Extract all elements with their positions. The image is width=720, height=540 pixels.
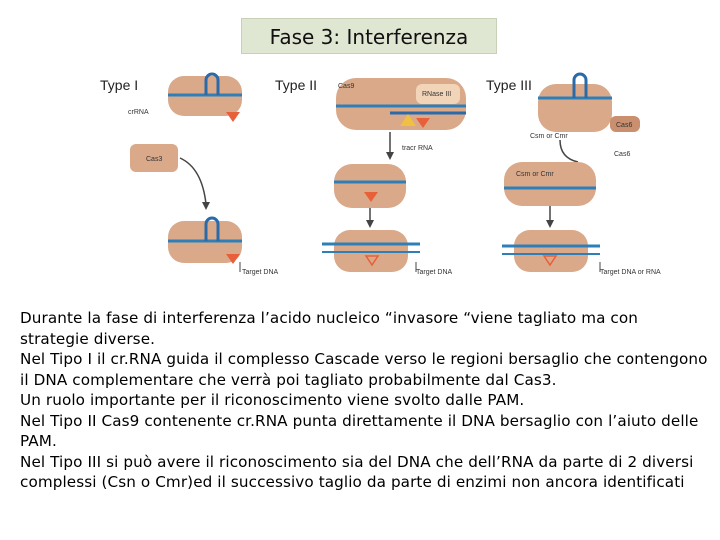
cas6-label: Cas6 xyxy=(616,122,633,129)
target-dna-label: Target DNA xyxy=(416,269,453,276)
cut-marker xyxy=(226,112,240,122)
cas9-crrna-complex-mid xyxy=(334,164,406,208)
arrow-head-icon xyxy=(386,152,394,160)
type-2-column xyxy=(322,78,466,276)
csm-cmr-complex-mid xyxy=(504,162,596,206)
rnase3-label: RNase III xyxy=(422,91,452,98)
text-line: Nel Tipo II Cas9 contenente cr.RNA punta direttamente il DNA bersaglio con l’aiuto delle PAM. xyxy=(20,411,699,450)
text-line: Durante la fase di interferenza l’acido nucleico “invasore “viene tagliato ma con strategie diverse. xyxy=(20,309,638,348)
description-text xyxy=(20,308,710,493)
csm-cmr-label: Csm or Cmr xyxy=(530,133,568,140)
arrow-icon xyxy=(180,158,206,204)
tracrrna-label: tracr RNA xyxy=(402,145,433,152)
arrow-head-icon xyxy=(546,220,554,228)
target-dna-rna-label: Target DNA or RNA xyxy=(600,269,661,276)
cas3-label: Cas3 xyxy=(146,156,163,163)
type-2-label: Type II xyxy=(275,77,318,93)
text-line: Un ruolo importante per il riconoscimento viene svolto dalle PAM. xyxy=(20,391,525,409)
arrow-head-icon xyxy=(202,202,210,210)
type-1-label: Type I xyxy=(100,77,139,93)
crispr-interference-diagram xyxy=(90,58,690,286)
cas9-label: Cas9 xyxy=(338,83,355,90)
text-line: Nel Tipo III si può avere il riconoscimento sia del DNA che dell’RNA da parte di 2 diversi complessi (Csn o Cmr)ed il successivo taglio da parte di enzimi non ancora identificati xyxy=(20,452,694,491)
crrna-label: crRNA xyxy=(128,109,149,116)
type-3-label: Type III xyxy=(486,77,532,93)
type-1-column xyxy=(128,74,279,276)
arrow-head-icon xyxy=(366,220,374,228)
arrow-icon xyxy=(560,140,578,162)
target-dna-label: Target DNA xyxy=(242,269,279,276)
type-3-column xyxy=(502,74,661,276)
cas6-label: Cas6 xyxy=(614,151,631,158)
csm-cmr-target-complex xyxy=(514,230,588,272)
csm-cmr-label: Csm or Cmr xyxy=(516,171,554,178)
slide-title: Fase 3: Interferenza xyxy=(241,18,497,54)
text-line: Nel Tipo I il cr.RNA guida il complesso Cascade verso le regioni bersaglio che contengono il DNA complementare che verrà poi tagliato probabilmente dal Cas3. xyxy=(20,350,708,389)
